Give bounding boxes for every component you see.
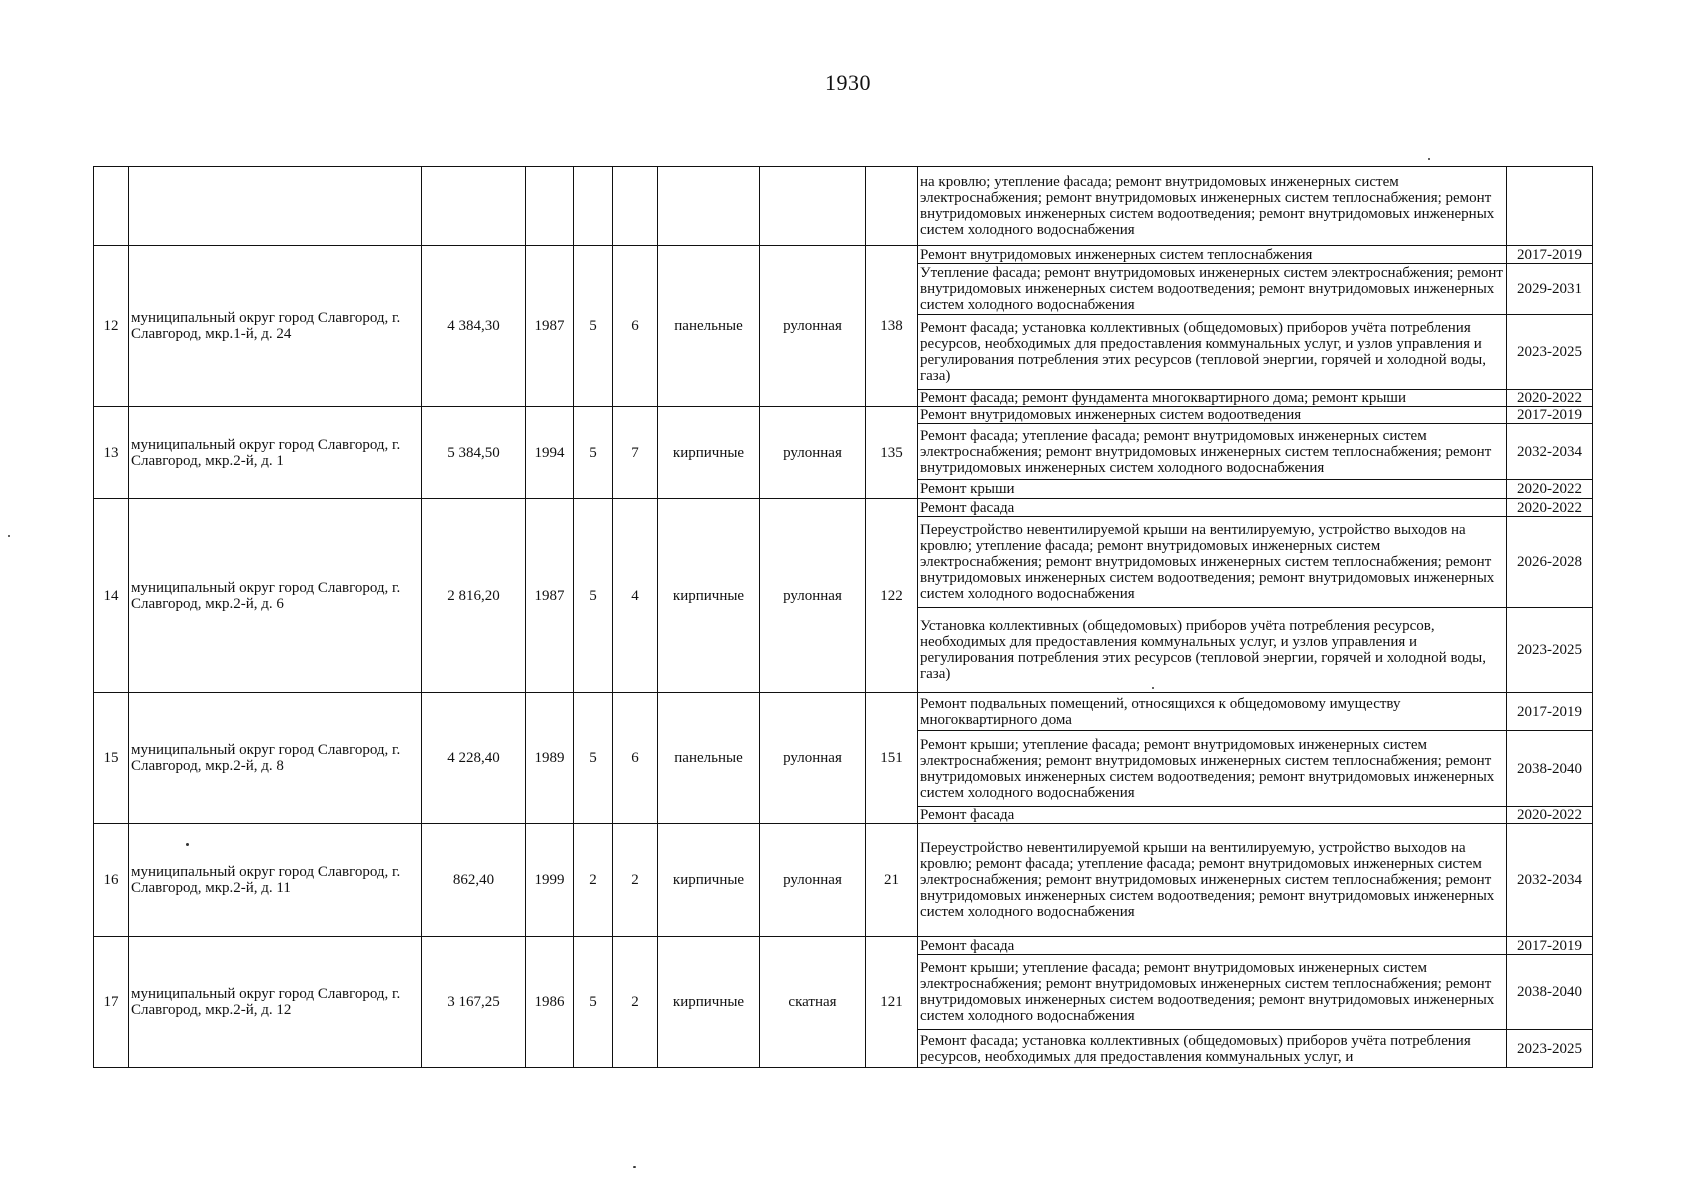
row-number: 13: [94, 407, 129, 499]
work-description: Ремонт фасада; ремонт фундамента многоквартирного дома; ремонт крыши: [918, 390, 1507, 407]
row-number: 15: [94, 693, 129, 824]
work-description: на кровлю; утепление фасада; ремонт внутридомовых инженерных систем электроснабжения; ремонт внутридомовых инженерных систем теплоснабжения; ремонт внутридомовых инженерных систем водоотведения; ремонт внутридомовых инженерных систем холодного водоснабжения: [918, 167, 1507, 246]
cell-empty: [760, 167, 866, 246]
cell-empty: [94, 167, 129, 246]
row-number: 12: [94, 246, 129, 407]
wall-material: панельные: [658, 246, 760, 407]
build-year: 1987: [526, 499, 574, 693]
work-period: 2038-2040: [1507, 731, 1593, 807]
total-area: 2 816,20: [422, 499, 526, 693]
work-description: Ремонт крыши; утепление фасада; ремонт внутридомовых инженерных систем электроснабжения; ремонт внутридомовых инженерных систем теплоснабжения; ремонт внутридомовых инженерных систем водоотведения; ремонт внутридомовых инженерных систем холодного водоснабжения: [918, 955, 1507, 1030]
house-address: муниципальный округ город Славгород, г. Славгород, мкр.2-й, д. 6: [129, 499, 422, 693]
house-address: муниципальный округ город Славгород, г. Славгород, мкр.2-й, д. 1: [129, 407, 422, 499]
work-description: Ремонт фасада: [918, 937, 1507, 955]
work-description: Ремонт фасада; установка коллективных (общедомовых) приборов учёта потребления ресурсов, необходимых для предоставления коммунальных услуг, и узлов управления и регулирования потребления этих ресурсов (тепловой энергии, горячей и холодной воды, газа): [918, 315, 1507, 390]
work-description: Ремонт крыши; утепление фасада; ремонт внутридомовых инженерных систем электроснабжения; ремонт внутридомовых инженерных систем теплоснабжения; ремонт внутридомовых инженерных систем водоотведения; ремонт внутридомовых инженерных систем холодного водоснабжения: [918, 731, 1507, 807]
cell-empty: [129, 167, 422, 246]
work-description: Установка коллективных (общедомовых) приборов учёта потребления ресурсов, необходимых для предоставления коммунальных услуг, и узлов управления и регулирования потребления этих ресурсов (тепловой энергии, горячей и холодной воды, газа): [918, 608, 1507, 693]
table-row: [94, 824, 1593, 937]
floor-count: 5: [574, 407, 613, 499]
work-period: 2023-2025: [1507, 608, 1593, 693]
wall-material: панельные: [658, 693, 760, 824]
work-period: 2029-2031: [1507, 264, 1593, 315]
house-address: муниципальный округ город Славгород, г. Славгород, мкр.2-й, д. 8: [129, 693, 422, 824]
table-row: [94, 246, 1593, 264]
row-number: 17: [94, 937, 129, 1068]
work-description: Ремонт фасада; утепление фасада; ремонт внутридомовых инженерных систем электроснабжения; ремонт внутридомовых инженерных систем теплоснабжения; ремонт внутридомовых инженерных систем холодного водоснабжения: [918, 424, 1507, 480]
work-period: 2017-2019: [1507, 937, 1593, 955]
work-period: 2032-2034: [1507, 824, 1593, 937]
total-area: 3 167,25: [422, 937, 526, 1068]
work-description: Ремонт крыши: [918, 480, 1507, 499]
work-description: Ремонт внутридомовых инженерных систем теплоснабжения: [918, 246, 1507, 264]
floor-count: 2: [574, 824, 613, 937]
work-description: Утепление фасада; ремонт внутридомовых инженерных систем электроснабжения; ремонт внутридомовых инженерных систем водоотведения; ремонт внутридомовых инженерных систем холодного водоснабжения: [918, 264, 1507, 315]
entrance-count: 2: [613, 824, 658, 937]
entrance-count: 6: [613, 693, 658, 824]
carry-over-row: [94, 167, 1593, 246]
table-row: [94, 937, 1593, 955]
scan-speck: [1428, 158, 1430, 160]
work-period: 2023-2025: [1507, 1030, 1593, 1068]
work-description: Ремонт фасада: [918, 807, 1507, 824]
row-number: 16: [94, 824, 129, 937]
roof-type: рулонная: [760, 693, 866, 824]
roof-type: рулонная: [760, 824, 866, 937]
roof-type: рулонная: [760, 407, 866, 499]
house-address: муниципальный округ город Славгород, г. Славгород, мкр.1-й, д. 24: [129, 246, 422, 407]
roof-type: скатная: [760, 937, 866, 1068]
total-area: 4 384,30: [422, 246, 526, 407]
cell-empty: [613, 167, 658, 246]
work-period: [1507, 167, 1593, 246]
cell-empty: [866, 167, 918, 246]
cell-empty: [658, 167, 760, 246]
apartment-count: 21: [866, 824, 918, 937]
floor-count: 5: [574, 937, 613, 1068]
cell-empty: [526, 167, 574, 246]
scan-speck: [633, 1166, 636, 1168]
work-description: Ремонт внутридомовых инженерных систем водоотведения: [918, 407, 1507, 424]
table-row: [94, 407, 1593, 424]
work-period: 2017-2019: [1507, 246, 1593, 264]
wall-material: кирпичные: [658, 824, 760, 937]
entrance-count: 2: [613, 937, 658, 1068]
roof-type: рулонная: [760, 246, 866, 407]
table-body: [94, 167, 1593, 1068]
apartment-count: 135: [866, 407, 918, 499]
scan-speck: [186, 843, 189, 846]
capital-repair-table: [93, 166, 1593, 1068]
floor-count: 5: [574, 693, 613, 824]
work-period: 2020-2022: [1507, 480, 1593, 499]
total-area: 862,40: [422, 824, 526, 937]
work-period: 2020-2022: [1507, 390, 1593, 407]
work-period: 2020-2022: [1507, 807, 1593, 824]
roof-type: рулонная: [760, 499, 866, 693]
apartment-count: 122: [866, 499, 918, 693]
work-period: 2020-2022: [1507, 499, 1593, 517]
cell-empty: [574, 167, 613, 246]
scan-speck: [8, 535, 10, 537]
build-year: 1986: [526, 937, 574, 1068]
work-description: Ремонт подвальных помещений, относящихся к общедомовому имуществу многоквартирного дома: [918, 693, 1507, 731]
build-year: 1987: [526, 246, 574, 407]
work-period: 2038-2040: [1507, 955, 1593, 1030]
work-period: 2023-2025: [1507, 315, 1593, 390]
apartment-count: 121: [866, 937, 918, 1068]
work-period: 2032-2034: [1507, 424, 1593, 480]
total-area: 4 228,40: [422, 693, 526, 824]
apartment-count: 138: [866, 246, 918, 407]
work-description: Переустройство невентилируемой крыши на вентилируемую, устройство выходов на кровлю; ремонт фасада; утепление фасада; ремонт внутридомовых инженерных систем электроснабжения; ремонт внутридомовых инженерных систем теплоснабжения; ремонт внутридомовых инженерных систем водоотведения; ремонт внутридомовых инженерных систем холодного водоснабжения: [918, 824, 1507, 937]
scan-speck: [1152, 687, 1154, 689]
wall-material: кирпичные: [658, 499, 760, 693]
floor-count: 5: [574, 246, 613, 407]
work-description: Ремонт фасада: [918, 499, 1507, 517]
row-number: 14: [94, 499, 129, 693]
work-description: Переустройство невентилируемой крыши на вентилируемую, устройство выходов на кровлю; утепление фасада; ремонт внутридомовых инженерных систем электроснабжения; ремонт внутридомовых инженерных систем теплоснабжения; ремонт внутридомовых инженерных систем водоотведения; ремонт внутридомовых инженерных систем холодного водоснабжения: [918, 517, 1507, 608]
work-period: 2026-2028: [1507, 517, 1593, 608]
wall-material: кирпичные: [658, 407, 760, 499]
build-year: 1994: [526, 407, 574, 499]
page-number: 1930: [825, 70, 871, 95]
work-period: 2017-2019: [1507, 693, 1593, 731]
entrance-count: 7: [613, 407, 658, 499]
build-year: 1999: [526, 824, 574, 937]
work-description: Ремонт фасада; установка коллективных (общедомовых) приборов учёта потребления ресурсов, необходимых для предоставления коммунальных услуг, и: [918, 1030, 1507, 1068]
cell-empty: [422, 167, 526, 246]
entrance-count: 4: [613, 499, 658, 693]
house-address: муниципальный округ город Славгород, г. Славгород, мкр.2-й, д. 11: [129, 824, 422, 937]
work-period: 2017-2019: [1507, 407, 1593, 424]
entrance-count: 6: [613, 246, 658, 407]
build-year: 1989: [526, 693, 574, 824]
floor-count: 5: [574, 499, 613, 693]
total-area: 5 384,50: [422, 407, 526, 499]
house-address: муниципальный округ город Славгород, г. Славгород, мкр.2-й, д. 12: [129, 937, 422, 1068]
apartment-count: 151: [866, 693, 918, 824]
table-row: [94, 499, 1593, 517]
table-row: [94, 693, 1593, 731]
wall-material: кирпичные: [658, 937, 760, 1068]
